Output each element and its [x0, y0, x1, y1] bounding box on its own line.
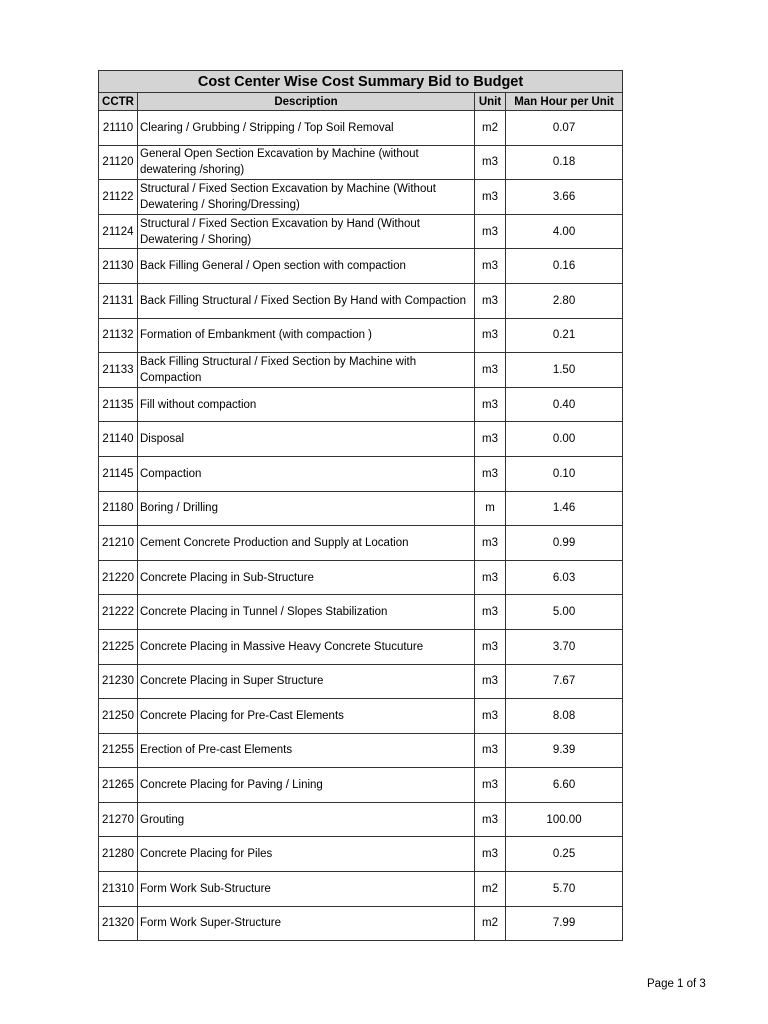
- cell-man-hour: 2.80: [506, 283, 623, 318]
- cell-unit: m3: [475, 456, 506, 491]
- header-description: Description: [138, 93, 475, 111]
- cell-cctr: 21230: [99, 664, 138, 699]
- cell-description: Clearing / Grubbing / Stripping / Top Soil Removal: [138, 111, 475, 146]
- cell-description: Concrete Placing in Tunnel / Slopes Stabilization: [138, 595, 475, 630]
- cell-man-hour: 0.40: [506, 387, 623, 422]
- header-cctr: CCTR: [99, 93, 138, 111]
- cell-description: Form Work Super-Structure: [138, 906, 475, 941]
- cell-description: Form Work Sub-Structure: [138, 872, 475, 907]
- cell-unit: m3: [475, 283, 506, 318]
- table-row: [99, 768, 623, 803]
- cell-unit: m2: [475, 111, 506, 146]
- cell-description: Back Filling Structural / Fixed Section By Hand with Compaction: [138, 283, 475, 318]
- cell-unit: m2: [475, 906, 506, 941]
- cell-cctr: 21120: [99, 145, 138, 180]
- cell-unit: m3: [475, 733, 506, 768]
- header-man-hour: Man Hour per Unit: [506, 93, 623, 111]
- cell-description: Concrete Placing for Piles: [138, 837, 475, 872]
- cell-man-hour: 0.00: [506, 422, 623, 457]
- cell-unit: m3: [475, 699, 506, 734]
- table-row: [99, 595, 623, 630]
- cell-cctr: 21265: [99, 768, 138, 803]
- cell-cctr: 21222: [99, 595, 138, 630]
- cell-man-hour: 3.66: [506, 180, 623, 215]
- cell-description: Back Filling Structural / Fixed Section by Machine with Compaction: [138, 353, 475, 388]
- table-row: [99, 733, 623, 768]
- cell-cctr: 21270: [99, 802, 138, 837]
- cell-description: Concrete Placing for Paving / Lining: [138, 768, 475, 803]
- cell-cctr: 21310: [99, 872, 138, 907]
- cell-description: Back Filling General / Open section with compaction: [138, 249, 475, 284]
- cell-unit: m3: [475, 664, 506, 699]
- cell-man-hour: 5.70: [506, 872, 623, 907]
- cell-description: Formation of Embankment (with compaction ): [138, 318, 475, 353]
- table-row: [99, 491, 623, 526]
- cell-description: Concrete Placing in Massive Heavy Concrete Stucuture: [138, 629, 475, 664]
- cell-unit: m3: [475, 180, 506, 215]
- page-number: Page 1 of 3: [647, 978, 706, 990]
- table-row: [99, 318, 623, 353]
- cell-cctr: 21132: [99, 318, 138, 353]
- cell-man-hour: 7.67: [506, 664, 623, 699]
- cell-description: Erection of Pre-cast Elements: [138, 733, 475, 768]
- cell-unit: m3: [475, 249, 506, 284]
- cell-description: Compaction: [138, 456, 475, 491]
- cell-cctr: 21280: [99, 837, 138, 872]
- cell-cctr: 21225: [99, 629, 138, 664]
- cell-unit: m3: [475, 629, 506, 664]
- cell-man-hour: 6.60: [506, 768, 623, 803]
- cell-man-hour: 5.00: [506, 595, 623, 630]
- table-title-row: [99, 71, 623, 93]
- table-row: [99, 111, 623, 146]
- table-row: [99, 526, 623, 561]
- table-row: [99, 283, 623, 318]
- cell-man-hour: 7.99: [506, 906, 623, 941]
- cell-man-hour: 100.00: [506, 802, 623, 837]
- cell-man-hour: 6.03: [506, 560, 623, 595]
- cost-summary-table: [98, 70, 623, 941]
- cell-unit: m3: [475, 353, 506, 388]
- table-row: [99, 629, 623, 664]
- cell-cctr: 21180: [99, 491, 138, 526]
- cell-description: Structural / Fixed Section Excavation by Machine (Without Dewatering / Shoring/Dressing): [138, 180, 475, 215]
- table-header-row: [99, 93, 623, 111]
- cell-man-hour: 0.21: [506, 318, 623, 353]
- cell-cctr: 21250: [99, 699, 138, 734]
- cell-man-hour: 0.18: [506, 145, 623, 180]
- header-unit: Unit: [475, 93, 506, 111]
- cell-unit: m3: [475, 214, 506, 249]
- cell-cctr: 21140: [99, 422, 138, 457]
- cell-unit: m2: [475, 872, 506, 907]
- table-row: [99, 145, 623, 180]
- cell-man-hour: 0.10: [506, 456, 623, 491]
- cell-description: General Open Section Excavation by Machine (without dewatering /shoring): [138, 145, 475, 180]
- cell-unit: m3: [475, 837, 506, 872]
- table-row: [99, 422, 623, 457]
- table-row: [99, 802, 623, 837]
- cell-cctr: 21124: [99, 214, 138, 249]
- cell-cctr: 21122: [99, 180, 138, 215]
- cell-unit: m: [475, 491, 506, 526]
- cell-man-hour: 0.07: [506, 111, 623, 146]
- cell-description: Boring / Drilling: [138, 491, 475, 526]
- cell-description: Concrete Placing for Pre-Cast Elements: [138, 699, 475, 734]
- cell-unit: m3: [475, 318, 506, 353]
- cell-unit: m3: [475, 595, 506, 630]
- table-row: [99, 353, 623, 388]
- cell-cctr: 21210: [99, 526, 138, 561]
- cell-unit: m3: [475, 387, 506, 422]
- cell-cctr: 21145: [99, 456, 138, 491]
- cell-cctr: 21255: [99, 733, 138, 768]
- table-row: [99, 664, 623, 699]
- table-row: [99, 699, 623, 734]
- cell-unit: m3: [475, 526, 506, 561]
- cell-description: Disposal: [138, 422, 475, 457]
- cell-man-hour: 1.46: [506, 491, 623, 526]
- table-row: [99, 387, 623, 422]
- cell-unit: m3: [475, 768, 506, 803]
- cell-description: Concrete Placing in Sub-Structure: [138, 560, 475, 595]
- cell-cctr: 21110: [99, 111, 138, 146]
- cell-unit: m3: [475, 560, 506, 595]
- cell-man-hour: 4.00: [506, 214, 623, 249]
- cell-cctr: 21320: [99, 906, 138, 941]
- cell-description: Grouting: [138, 802, 475, 837]
- cell-man-hour: 3.70: [506, 629, 623, 664]
- cell-cctr: 21220: [99, 560, 138, 595]
- cell-description: Fill without compaction: [138, 387, 475, 422]
- cell-man-hour: 0.99: [506, 526, 623, 561]
- table-row: [99, 456, 623, 491]
- cell-cctr: 21133: [99, 353, 138, 388]
- table-row: [99, 906, 623, 941]
- table-row: [99, 837, 623, 872]
- table-row: [99, 214, 623, 249]
- cell-cctr: 21130: [99, 249, 138, 284]
- table-row: [99, 560, 623, 595]
- table-row: [99, 872, 623, 907]
- cell-unit: m3: [475, 802, 506, 837]
- cell-man-hour: 0.16: [506, 249, 623, 284]
- table-title: Cost Center Wise Cost Summary Bid to Budget: [99, 71, 623, 93]
- cell-description: Concrete Placing in Super Structure: [138, 664, 475, 699]
- cell-man-hour: 0.25: [506, 837, 623, 872]
- cell-man-hour: 1.50: [506, 353, 623, 388]
- cell-cctr: 21135: [99, 387, 138, 422]
- table-row: [99, 180, 623, 215]
- cell-unit: m3: [475, 145, 506, 180]
- table-body: [99, 111, 623, 941]
- table-row: [99, 249, 623, 284]
- cell-unit: m3: [475, 422, 506, 457]
- cell-description: Structural / Fixed Section Excavation by Hand (Without Dewatering / Shoring): [138, 214, 475, 249]
- cell-man-hour: 8.08: [506, 699, 623, 734]
- cell-man-hour: 9.39: [506, 733, 623, 768]
- cell-cctr: 21131: [99, 283, 138, 318]
- cell-description: Cement Concrete Production and Supply at Location: [138, 526, 475, 561]
